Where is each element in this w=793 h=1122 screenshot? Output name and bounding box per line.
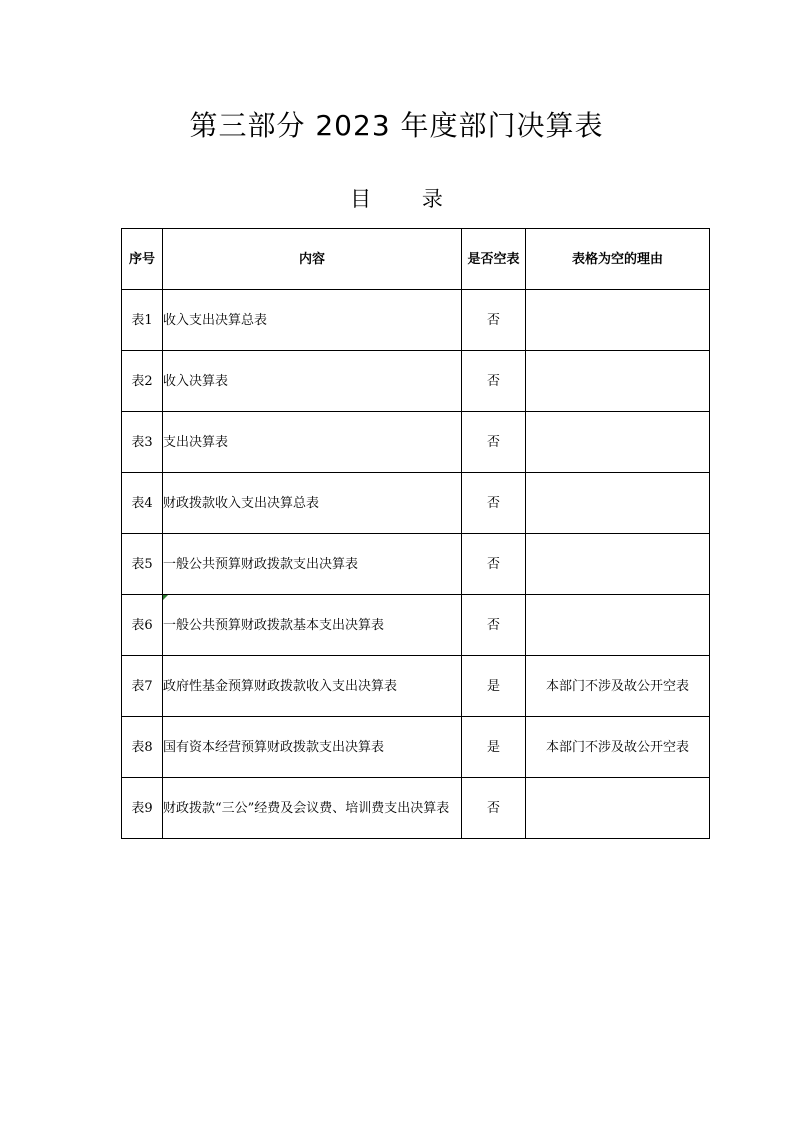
table-row — [122, 656, 710, 717]
toc-heading: 目 录 — [350, 187, 465, 211]
row-content: 财政拨款收入支出决算总表 — [163, 473, 462, 534]
row-seq: 表6 — [122, 595, 163, 656]
row-reason: 本部门不涉及故公开空表 — [526, 656, 710, 717]
row-reason — [526, 412, 710, 473]
row-is-empty: 否 — [462, 412, 526, 473]
row-reason — [526, 534, 710, 595]
row-content: 政府性基金预算财政拨款收入支出决算表 — [163, 656, 462, 717]
table-header-row — [122, 229, 710, 290]
page-title: 第三部分 2023 年度部门决算表 — [189, 109, 604, 142]
header-seq: 序号 — [122, 229, 163, 290]
row-reason — [526, 595, 710, 656]
table-row — [122, 717, 710, 778]
row-seq: 表3 — [122, 412, 163, 473]
row-is-empty: 是 — [462, 717, 526, 778]
header-content: 内容 — [163, 229, 462, 290]
row-seq: 表2 — [122, 351, 163, 412]
row-is-empty: 否 — [462, 473, 526, 534]
row-is-empty: 否 — [462, 595, 526, 656]
row-content: 收入决算表 — [163, 351, 462, 412]
row-is-empty: 否 — [462, 290, 526, 351]
row-reason — [526, 473, 710, 534]
header-is-empty: 是否空表 — [462, 229, 526, 290]
row-is-empty: 否 — [462, 534, 526, 595]
row-seq: 表9 — [122, 778, 163, 839]
row-seq: 表5 — [122, 534, 163, 595]
table-row — [122, 534, 710, 595]
header-reason: 表格为空的理由 — [526, 229, 710, 290]
row-content: 收入支出决算总表 — [163, 290, 462, 351]
row-seq: 表4 — [122, 473, 163, 534]
table-row — [122, 290, 710, 351]
row-reason — [526, 351, 710, 412]
row-is-empty: 否 — [462, 351, 526, 412]
table-row — [122, 351, 710, 412]
row-content: 财政拨款“三公”经费及会议费、培训费支出决算表 — [163, 778, 462, 839]
row-content: 一般公共预算财政拨款支出决算表 — [163, 534, 462, 595]
row-seq: 表8 — [122, 717, 163, 778]
toc-table — [121, 228, 710, 839]
row-content: 国有资本经营预算财政拨款支出决算表 — [163, 717, 462, 778]
row-is-empty: 是 — [462, 656, 526, 717]
row-content: 支出决算表 — [163, 412, 462, 473]
row-reason — [526, 290, 710, 351]
row-reason: 本部门不涉及故公开空表 — [526, 717, 710, 778]
row-content: 一般公共预算财政拨款基本支出决算表 — [163, 595, 462, 656]
table-row — [122, 778, 710, 839]
table-row — [122, 473, 710, 534]
row-reason — [526, 778, 710, 839]
row-is-empty: 否 — [462, 778, 526, 839]
table-row — [122, 595, 710, 656]
row-seq: 表7 — [122, 656, 163, 717]
row-seq: 表1 — [122, 290, 163, 351]
table-row — [122, 412, 710, 473]
